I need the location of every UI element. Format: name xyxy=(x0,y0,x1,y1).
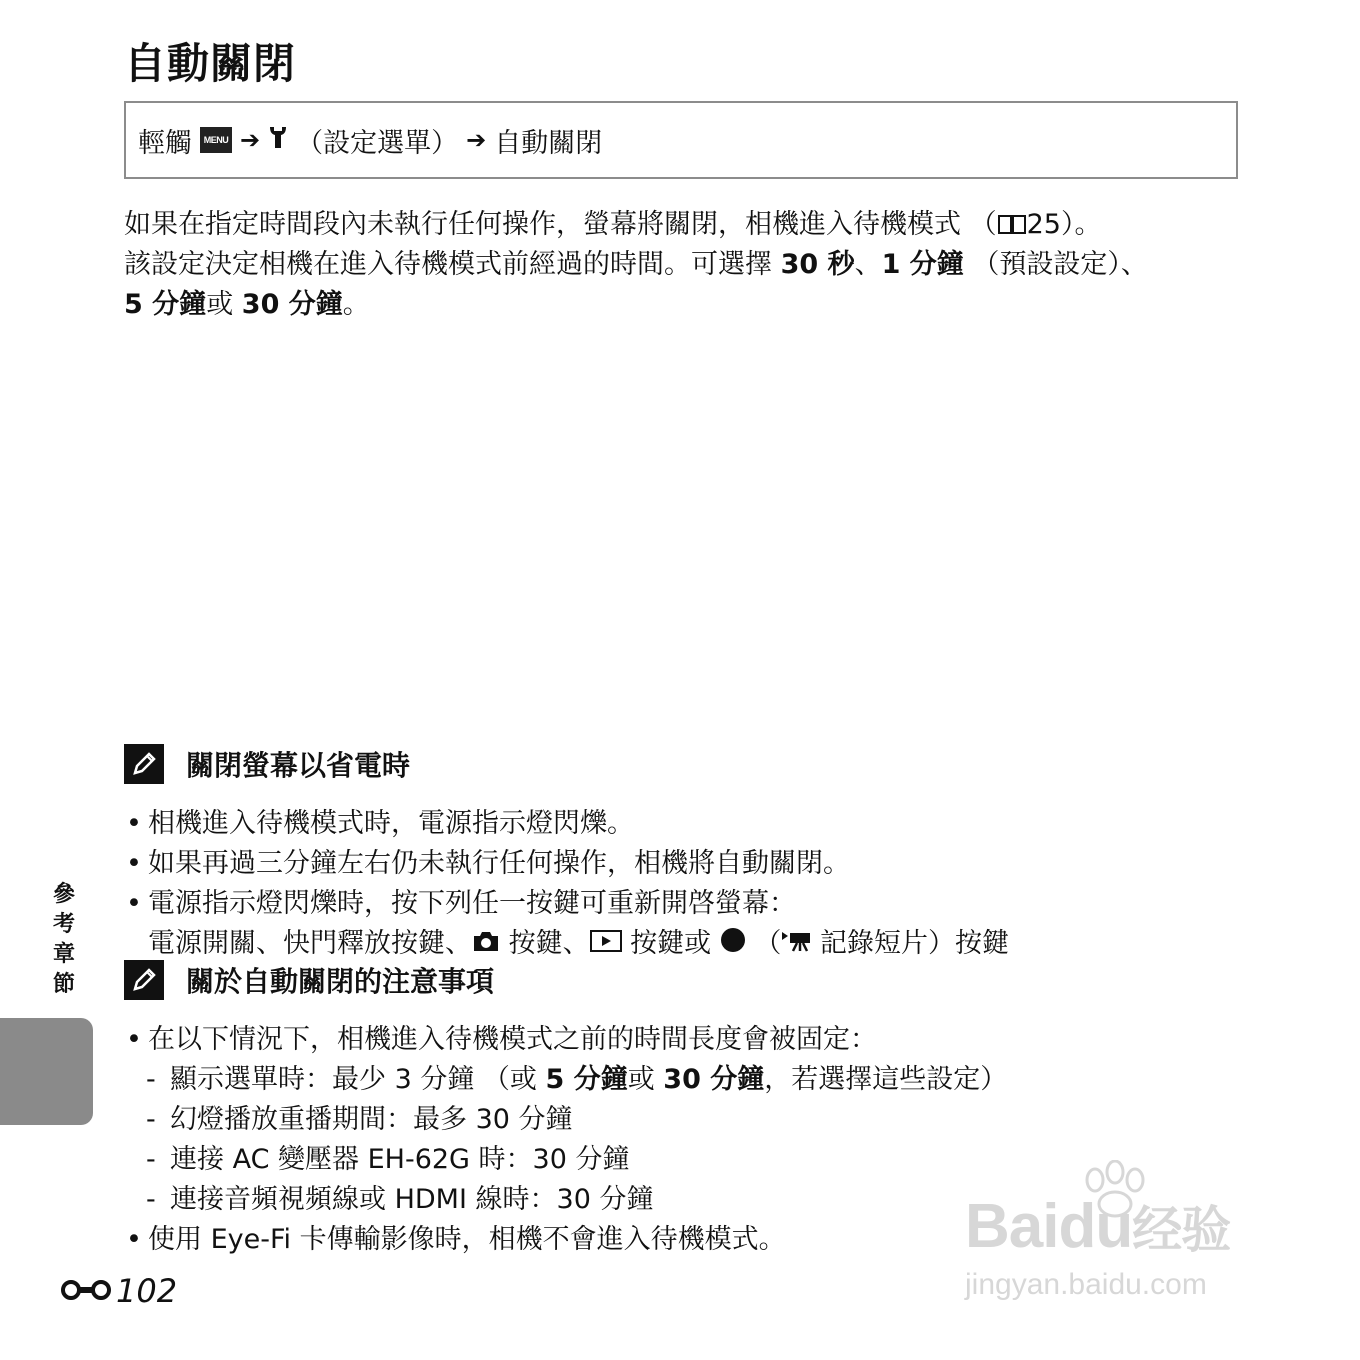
list-item-text: 按鍵、 xyxy=(500,928,590,959)
tap-label: 輕觸 xyxy=(138,127,192,159)
intro-paragraph xyxy=(124,205,1264,325)
list-item-text: 幻燈播放重播期間：最多 30 分鐘 xyxy=(170,1104,573,1135)
arrow-right-icon: ➔ xyxy=(466,126,487,154)
note-power-saving xyxy=(124,742,1274,965)
watermark-url: jingyan.baidu.com xyxy=(965,1268,1207,1301)
list-item-text: 記錄短片）按鍵 xyxy=(811,928,1009,959)
sub-list-item: - 幻燈播放重播期間：最多 30 分鐘 xyxy=(146,1104,573,1135)
wrench-icon xyxy=(268,125,288,155)
list-item-text: 連接 AC 變壓器 EH-62G 時：30 分鐘 xyxy=(170,1144,630,1175)
intro-text: 或 xyxy=(206,289,242,320)
list-item-text: 30 分鐘 xyxy=(663,1064,765,1095)
list-item-text: 顯示選單時：最少 3 分鐘 （或 xyxy=(170,1064,546,1095)
list-item: • 使用 Eye-Fi 卡傳輸影像時，相機不會進入待機模式。 xyxy=(126,1224,786,1255)
list-item-text: （ xyxy=(745,928,782,959)
note-title: 關於自動關閉的注意事項 xyxy=(186,965,495,998)
intro-text: 該設定決定相機在進入待機模式前經過的時間。可選擇 xyxy=(124,249,781,280)
sub-list-item: - 連接音頻視頻線或 HDMI 線時：30 分鐘 xyxy=(146,1184,654,1215)
note-heading xyxy=(124,958,1274,1002)
option-1min: 1 分鐘 xyxy=(881,249,964,280)
note-heading xyxy=(124,742,1274,786)
intro-line-1 xyxy=(124,205,1264,245)
baidu-watermark xyxy=(965,1160,1285,1310)
page-number xyxy=(60,1272,177,1310)
list-item: • 相機進入待機模式時，電源指示燈閃爍。 xyxy=(126,808,634,839)
intro-text: 。 xyxy=(342,289,370,320)
arrow-right-icon: ➔ xyxy=(240,126,261,154)
watermark-text: Bai xyxy=(965,1192,1059,1261)
intro-line-3 xyxy=(124,285,1264,325)
page-number-text: 102 xyxy=(116,1272,178,1310)
sub-list-item: - 連接 AC 變壓器 EH-62G 時：30 分鐘 xyxy=(146,1144,630,1175)
list-item-text: 連接音頻視頻線或 HDMI 線時：30 分鐘 xyxy=(170,1184,654,1215)
list-item: • 在以下情況下，相機進入待機模式之前的時間長度會被固定： xyxy=(126,1024,877,1055)
note-title: 關閉螢幕以省電時 xyxy=(186,749,411,782)
pencil-note-icon xyxy=(124,960,164,1000)
pencil-note-icon xyxy=(124,744,164,784)
sub-list-item: - 顯示選單時：最少 3 分鐘 （或 5 分鐘或 30 分鐘，若選擇這些設定） xyxy=(146,1064,1008,1095)
option-30s: 30 秒 xyxy=(780,249,855,280)
list-item: • 電源指示燈閃爍時，按下列任一按鍵可重新開啓螢幕： 電源開關、快門釋放按鍵、 按鍵、 按鍵或 （ 記錄短片）按鍵 xyxy=(124,884,1274,965)
note-list xyxy=(124,804,1274,965)
watermark-brand xyxy=(965,1190,1230,1262)
section-tab xyxy=(0,1018,93,1125)
default-note: （預設設定）、 xyxy=(963,249,1148,280)
list-item-text: 電源指示燈閃爍時，按下列任一按鍵可重新開啓螢幕： xyxy=(148,888,796,919)
list-item-text: 相機進入待機模式時，電源指示燈閃爍。 xyxy=(148,808,634,839)
setup-menu-label: （設定選單） xyxy=(296,127,459,159)
list-item-text: 按鍵或 xyxy=(621,928,720,959)
option-30min: 30 分鐘 xyxy=(241,289,343,320)
reference-page[interactable]: 25 xyxy=(1026,209,1061,240)
menu-path-box xyxy=(124,101,1238,179)
list-item: • 如果再過三分鐘左右仍未執行任何操作，相機將自動關閉。 xyxy=(126,848,850,879)
intro-text: 如果在指定時間段內未執行任何操作，螢幕將關閉，相機進入待機模式 （ xyxy=(124,209,997,240)
book-icon xyxy=(997,205,1027,245)
watermark-text: 经验 xyxy=(1132,1202,1231,1258)
intro-text: ）。 xyxy=(1060,209,1102,240)
list-item-text: 5 分鐘 xyxy=(545,1064,628,1095)
list-item-text: ，若選擇這些設定） xyxy=(764,1064,1008,1095)
watermark-text: du xyxy=(1058,1192,1133,1261)
list-item-text: 使用 Eye-Fi 卡傳輸影像時，相機不會進入待機模式。 xyxy=(148,1224,786,1255)
list-item-text: 如果再過三分鐘左右仍未執行任何操作，相機將自動關閉。 xyxy=(148,848,850,879)
page-title: 自動關閉 xyxy=(124,39,297,88)
target-label: 自動關閉 xyxy=(494,127,603,159)
list-item-text: 或 xyxy=(627,1064,664,1095)
section-side-label: 參考章節 xyxy=(52,882,75,997)
intro-line-2 xyxy=(124,245,1264,285)
option-5min: 5 分鐘 xyxy=(124,289,207,320)
separator: 、 xyxy=(854,249,882,280)
menu-icon: MENU xyxy=(200,127,232,153)
list-item-text: 電源開關、快門釋放按鍵、 xyxy=(148,928,472,959)
list-item-text: 在以下情況下，相機進入待機模式之前的時間長度會被固定： xyxy=(148,1024,877,1055)
reference-section-icon xyxy=(60,1272,116,1310)
